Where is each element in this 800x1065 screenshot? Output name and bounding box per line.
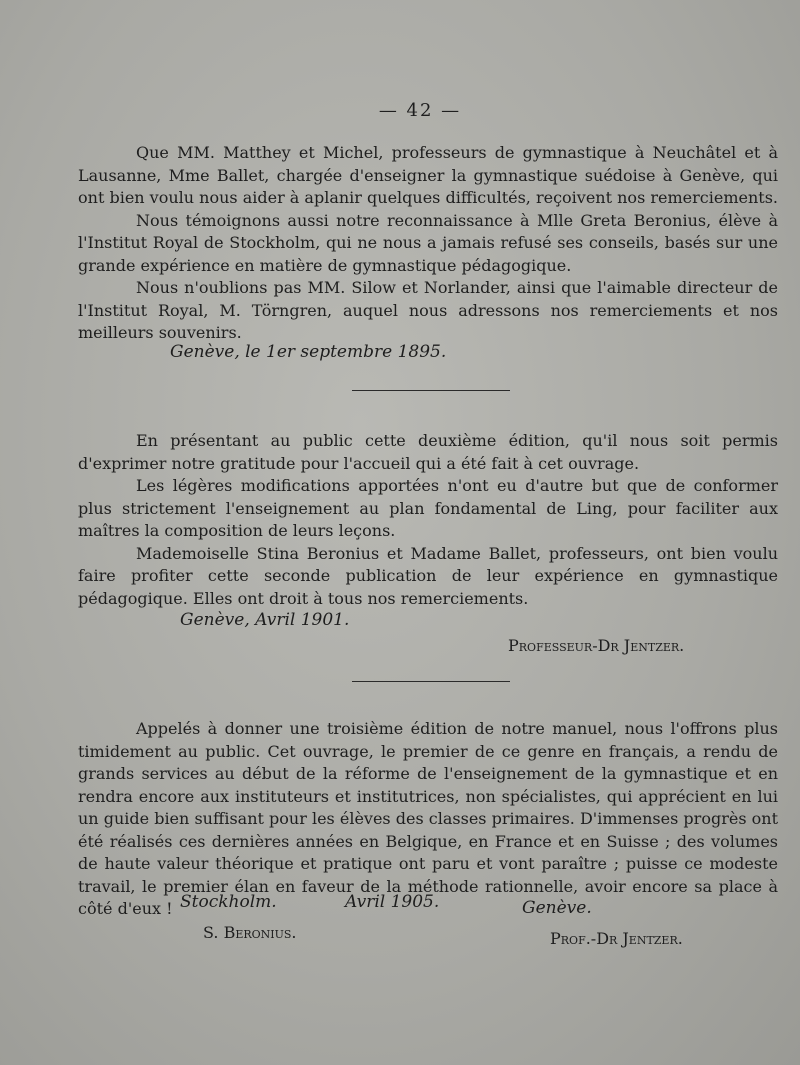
signature-jentzer: Professeur-Dr Jentzer. xyxy=(508,636,685,655)
preface-first-edition xyxy=(78,142,778,345)
preface-second-edition xyxy=(78,430,778,610)
signature-prof-jentzer: Prof.-Dr Jentzer. xyxy=(550,929,683,948)
page-number: — 42 — xyxy=(378,100,462,121)
paragraph: En présentant au public cette deuxième édition, qu'il nous soit permis d'exprimer notre gratitude pour l'accueil qui a été fait à cet ouvrage. xyxy=(78,431,778,473)
date-1905: Avril 1905. xyxy=(345,892,440,912)
paragraph: Appelés à donner une troisième édition de notre manuel, nous l'offrons plus timidement au public. Cet ouvrage, le premier de ce genre en français, a rendu de grands services au début de la réforme de l'enseignement de la gymnastique et en rendra encore aux instituteurs et institutrices, non spécialistes, qui apprécient en lui un guide bien suffisant pour les élèves des classes primaires. D'immenses progrès ont été réalisés ces dernières années en Belgique, en France et en Suisse ; des volumes de haute valeur théorique et pratique ont paru et vont paraître ; puisse ce modeste travail, le premier élan en faveur de la méthode rationnelle, avoir encore sa place à côté d'eux ! xyxy=(78,719,778,918)
preface-third-edition xyxy=(78,718,778,921)
paragraph: Mademoiselle Stina Beronius et Madame Ballet, professeurs, ont bien voulu faire profiter cette seconde publication de leur expérience en gymnastique pédagogique. Elles ont droit à tous nos remerciements. xyxy=(78,543,778,608)
section-divider xyxy=(352,390,510,391)
place-stockholm: Stockholm. xyxy=(180,892,277,912)
signature-beronius: S. Beronius. xyxy=(203,923,297,942)
paragraph: Nous témoignons aussi notre reconnaissance à Mlle Greta Beronius, élève à l'Institut Royal de Stockholm, qui ne nous a jamais refusé ses conseils, basés sur une grande expérience en matière de gymnastique pédagogique. xyxy=(78,210,778,275)
dateline-1901: Genève, Avril 1901. xyxy=(180,610,350,630)
section-divider xyxy=(352,681,510,682)
paragraph: Nous n'oublions pas MM. Silow et Norlander, ainsi que l'aimable directeur de l'Institut Royal, M. Törngren, auquel nous adressons nos remerciements et nos meilleurs souvenirs. xyxy=(78,278,778,342)
dateline-1895: Genève, le 1er septembre 1895. xyxy=(170,342,447,362)
paragraph: Les légères modifications apportées n'ont eu d'autre but que de conformer plus strictement l'enseignement au plan fondamental de Ling, pour faciliter aux maîtres la composition de leurs leçons. xyxy=(78,476,778,540)
place-geneve: Genève. xyxy=(522,898,592,918)
paragraph: Que MM. Matthey et Michel, professeurs de gymnastique à Neuchâtel et à Lausanne, Mme Ballet, chargée d'enseigner la gymnastique suédoise à Genève, qui ont bien voulu nous aider à aplanir quelques difficultés, reçoivent nos remerciements. xyxy=(78,143,778,207)
